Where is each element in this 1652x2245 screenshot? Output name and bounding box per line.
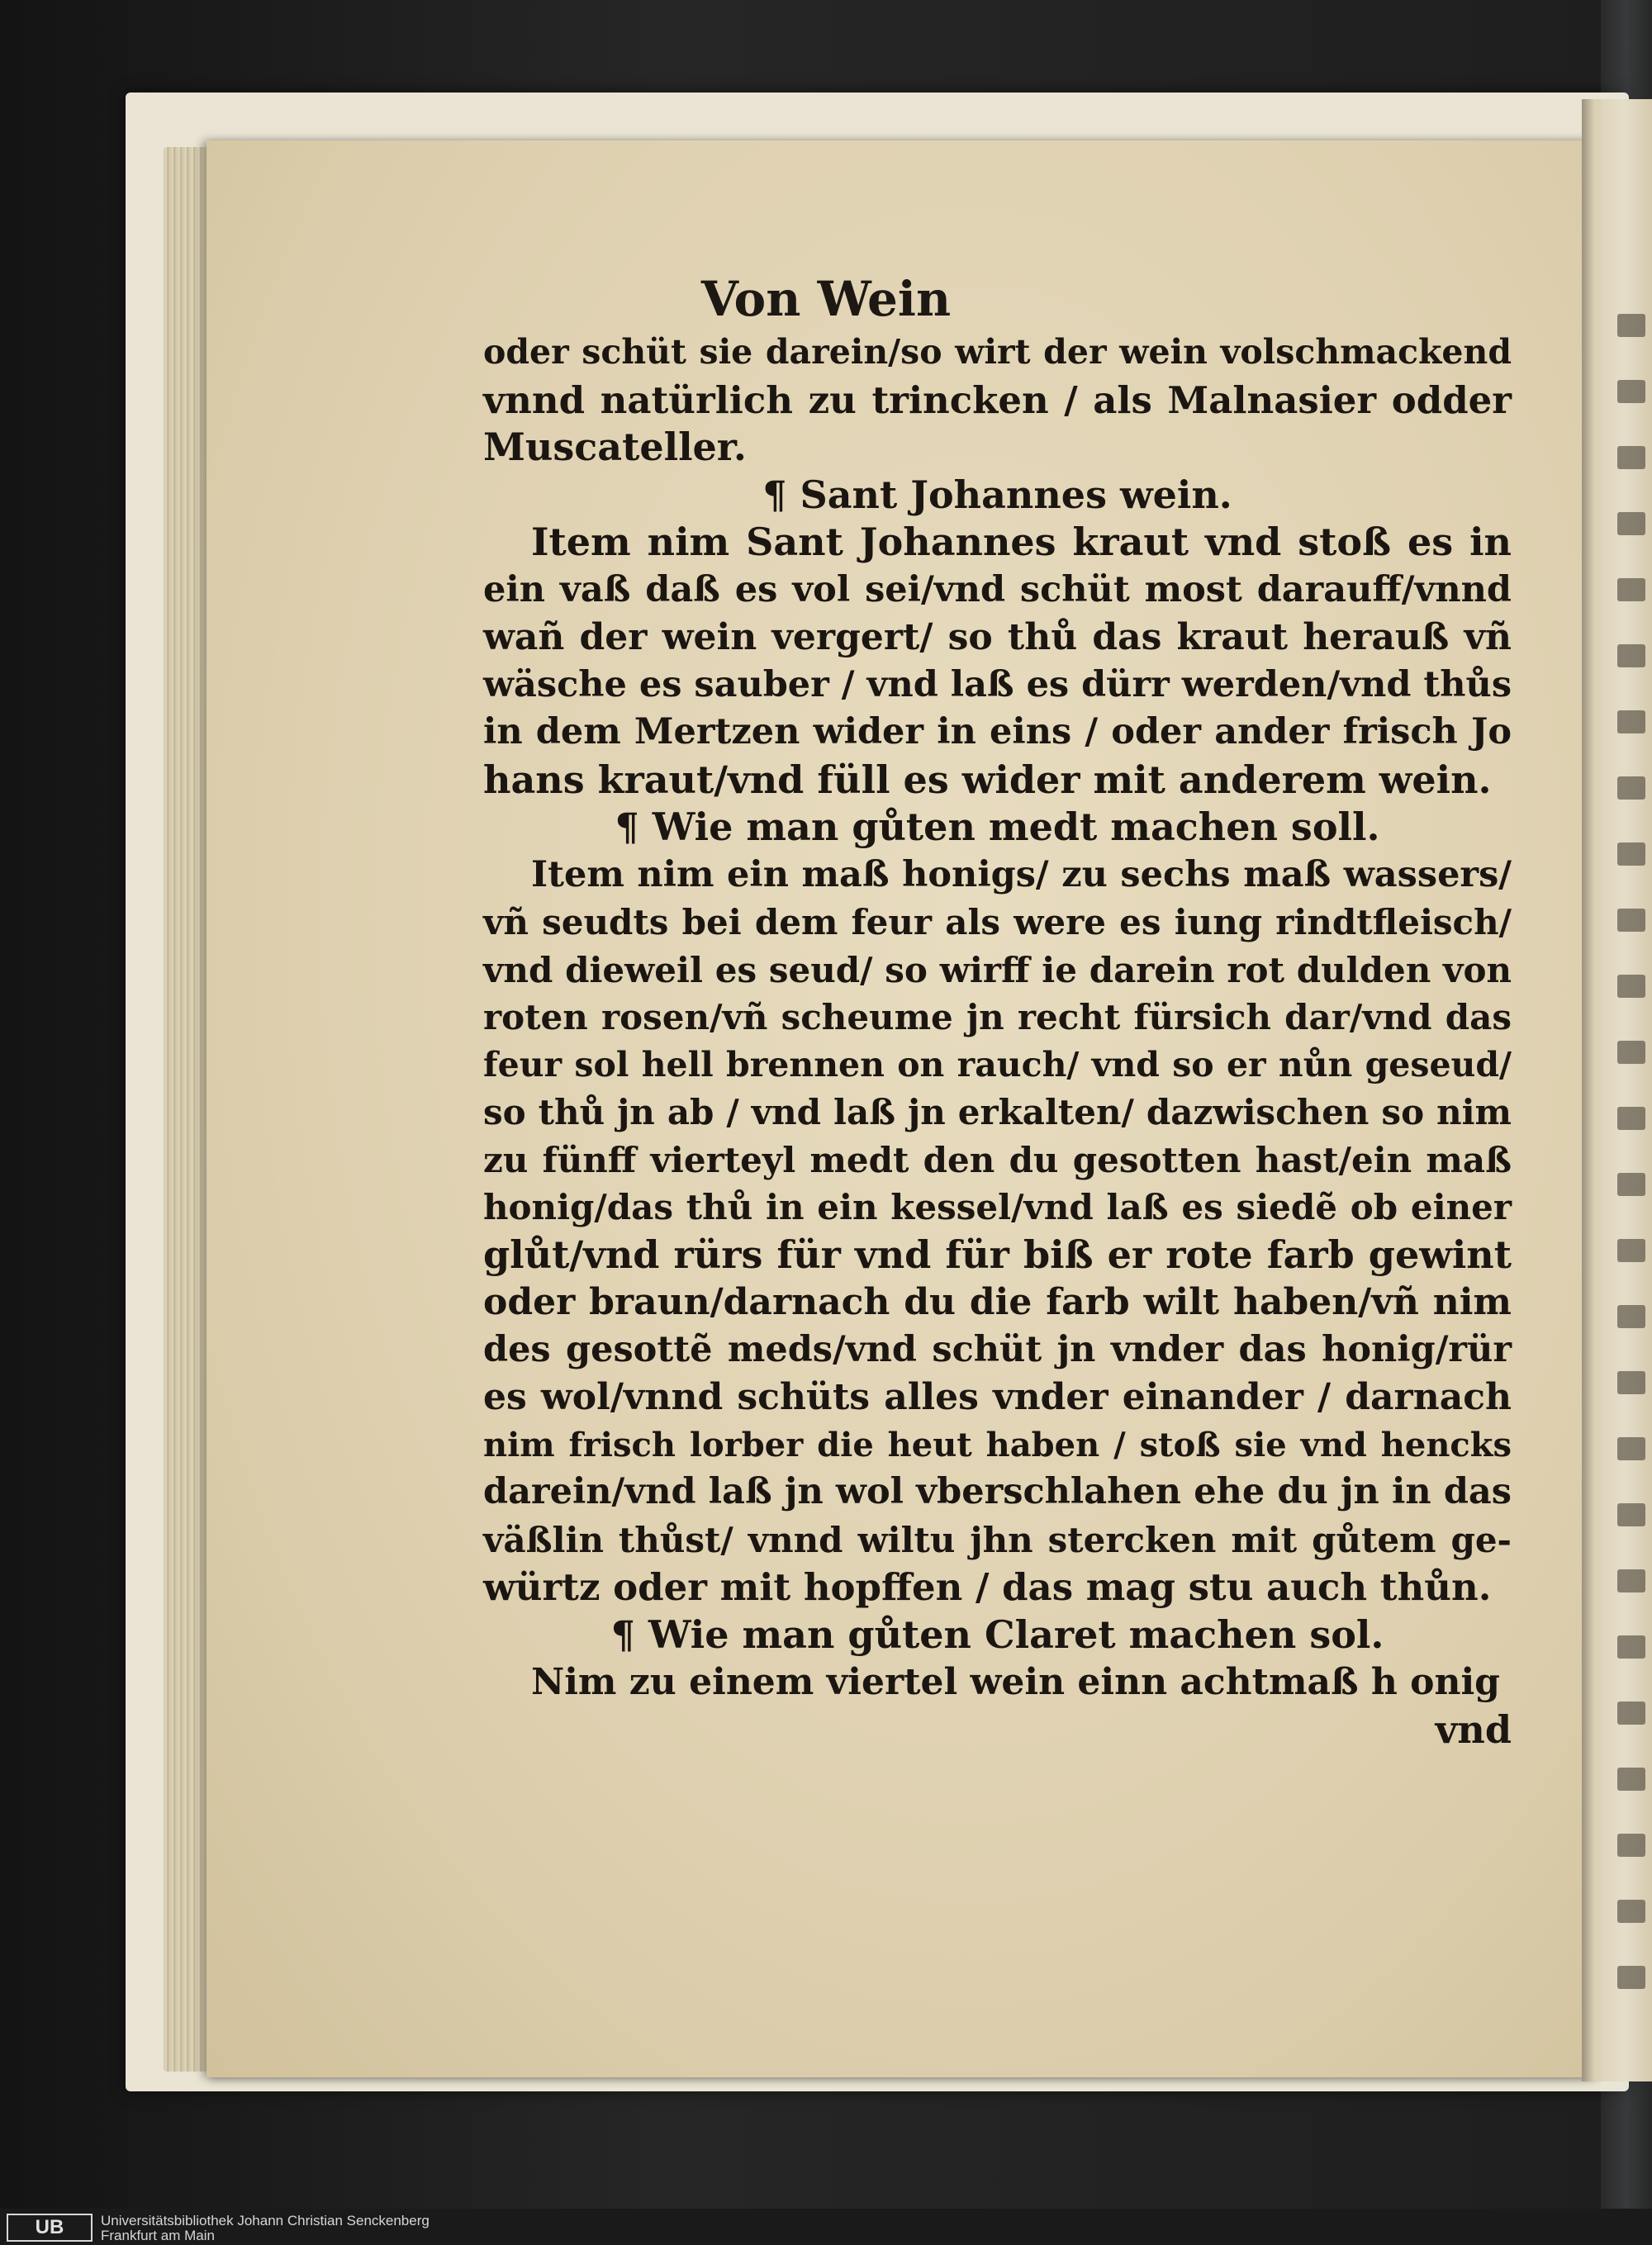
text-fragment xyxy=(1617,1900,1645,1923)
text-line: Muscateller. xyxy=(483,425,747,469)
section-heading: ¶ Sant Johannes wein. xyxy=(762,472,1232,517)
text-fragment xyxy=(1617,1437,1645,1460)
text-line: zu fünff vierteyl medt den du gesotten hast/ein maß xyxy=(483,1139,1512,1180)
text-fragment xyxy=(1617,842,1645,866)
text-fragment xyxy=(1617,1305,1645,1328)
section-heading: ¶ Wie man gůten Claret machen sol. xyxy=(610,1611,1384,1657)
page-edges xyxy=(164,147,213,2072)
text-line: würtz oder mit hopffen / das mag stu auch thůn. xyxy=(483,1565,1492,1609)
text-line: nim frisch lorber die heut haben / stoß sie vnd hencks xyxy=(483,1425,1512,1464)
running-title: Von Wein xyxy=(700,271,952,327)
text-line: Item nim Sant Johannes kraut vnd stoß es in xyxy=(531,520,1512,564)
text-line: oder braun/darnach du die farb wilt haben/vñ nim xyxy=(483,1281,1512,1323)
page-text xyxy=(483,329,1512,1754)
text-line: vñ seudts bei dem feur als were es iung rindtfleisch/ xyxy=(483,902,1512,942)
text-line: des gesottẽ meds/vnd schüt jn vnder das honig/rür xyxy=(483,1328,1512,1370)
text-line: ein vaß daß es vol sei/vnd schüt most darauff/vnnd xyxy=(483,568,1512,610)
text-line: so thů jn ab / vnd laß jn erkalten/ dazwischen so nim xyxy=(483,1092,1512,1132)
text-line: vnnd natürlich zu trincken / als Malnasier odder xyxy=(483,377,1512,422)
institution-label xyxy=(101,2214,430,2243)
institution-city: Frankfurt am Main xyxy=(101,2228,215,2243)
text-fragment xyxy=(1617,1173,1645,1196)
text-fragment xyxy=(1617,578,1645,601)
text-fragment xyxy=(1617,776,1645,800)
text-fragment xyxy=(1617,644,1645,667)
catchword: vnd xyxy=(1435,1706,1512,1752)
text-fragment xyxy=(1617,380,1645,403)
ub-logo[interactable]: UB xyxy=(7,2214,93,2242)
text-fragment xyxy=(1617,1834,1645,1857)
text-line: glůt/vnd rürs für vnd für biß er rote farb gewint xyxy=(483,1232,1512,1277)
text-line: wañ der wein vergert/ so thů das kraut herauß vñ xyxy=(483,616,1512,658)
text-line: in dem Mertzen wider in eins / oder ander frisch Jo xyxy=(483,711,1512,752)
text-line: wäsche es sauber / vnd laß es dürr werden/vnd thůs xyxy=(483,663,1512,705)
text-fragment xyxy=(1617,1239,1645,1262)
text-fragment xyxy=(1617,1041,1645,1064)
text-line: oder schüt sie darein/so wirt der wein volschmackend xyxy=(483,332,1512,372)
facing-page-text-fragments xyxy=(1617,314,1650,2032)
institution-name: Universitätsbibliothek Johann Christian Senckenberg xyxy=(101,2213,430,2228)
text-line: roten rosen/vñ scheume jn recht fürsich dar/vnd das xyxy=(483,997,1512,1037)
text-fragment xyxy=(1617,909,1645,932)
text-fragment xyxy=(1617,1107,1645,1130)
text-line: darein/vnd laß jn wol vberschlahen ehe du jn in das xyxy=(483,1471,1512,1512)
text-fragment xyxy=(1617,1702,1645,1725)
text-fragment xyxy=(1617,446,1645,469)
section-heading: ¶ Wie man gůten medt machen soll. xyxy=(615,804,1380,849)
text-fragment xyxy=(1617,1569,1645,1592)
text-fragment xyxy=(1617,1635,1645,1659)
text-line: hans kraut/vnd füll es wider mit anderem wein. xyxy=(483,757,1492,802)
text-line: vnd dieweil es seud/ so wirff ie darein rot dulden von xyxy=(483,949,1512,990)
text-line: feur sol hell brennen on rauch/ vnd so er nůn geseud/ xyxy=(483,1044,1512,1085)
text-fragment xyxy=(1617,314,1645,337)
text-line: honig/das thů in ein kessel/vnd laß es siedẽ ob einer xyxy=(483,1187,1512,1227)
text-fragment xyxy=(1617,512,1645,535)
text-line: väßlin thůst/ vnnd wiltu jhn stercken mit gůtem ge- xyxy=(483,1519,1512,1560)
text-fragment xyxy=(1617,975,1645,998)
text-line: Item nim ein maß honigs/ zu sechs maß wassers/ xyxy=(531,853,1512,895)
text-line: Nim zu einem viertel wein einn achtmaß h onig xyxy=(531,1661,1500,1703)
text-fragment xyxy=(1617,1966,1645,1989)
text-fragment xyxy=(1617,1768,1645,1791)
text-fragment xyxy=(1617,1371,1645,1394)
text-fragment xyxy=(1617,1503,1645,1526)
text-fragment xyxy=(1617,710,1645,733)
text-line: es wol/vnnd schüts alles vnder einander / darnach xyxy=(483,1376,1512,1418)
